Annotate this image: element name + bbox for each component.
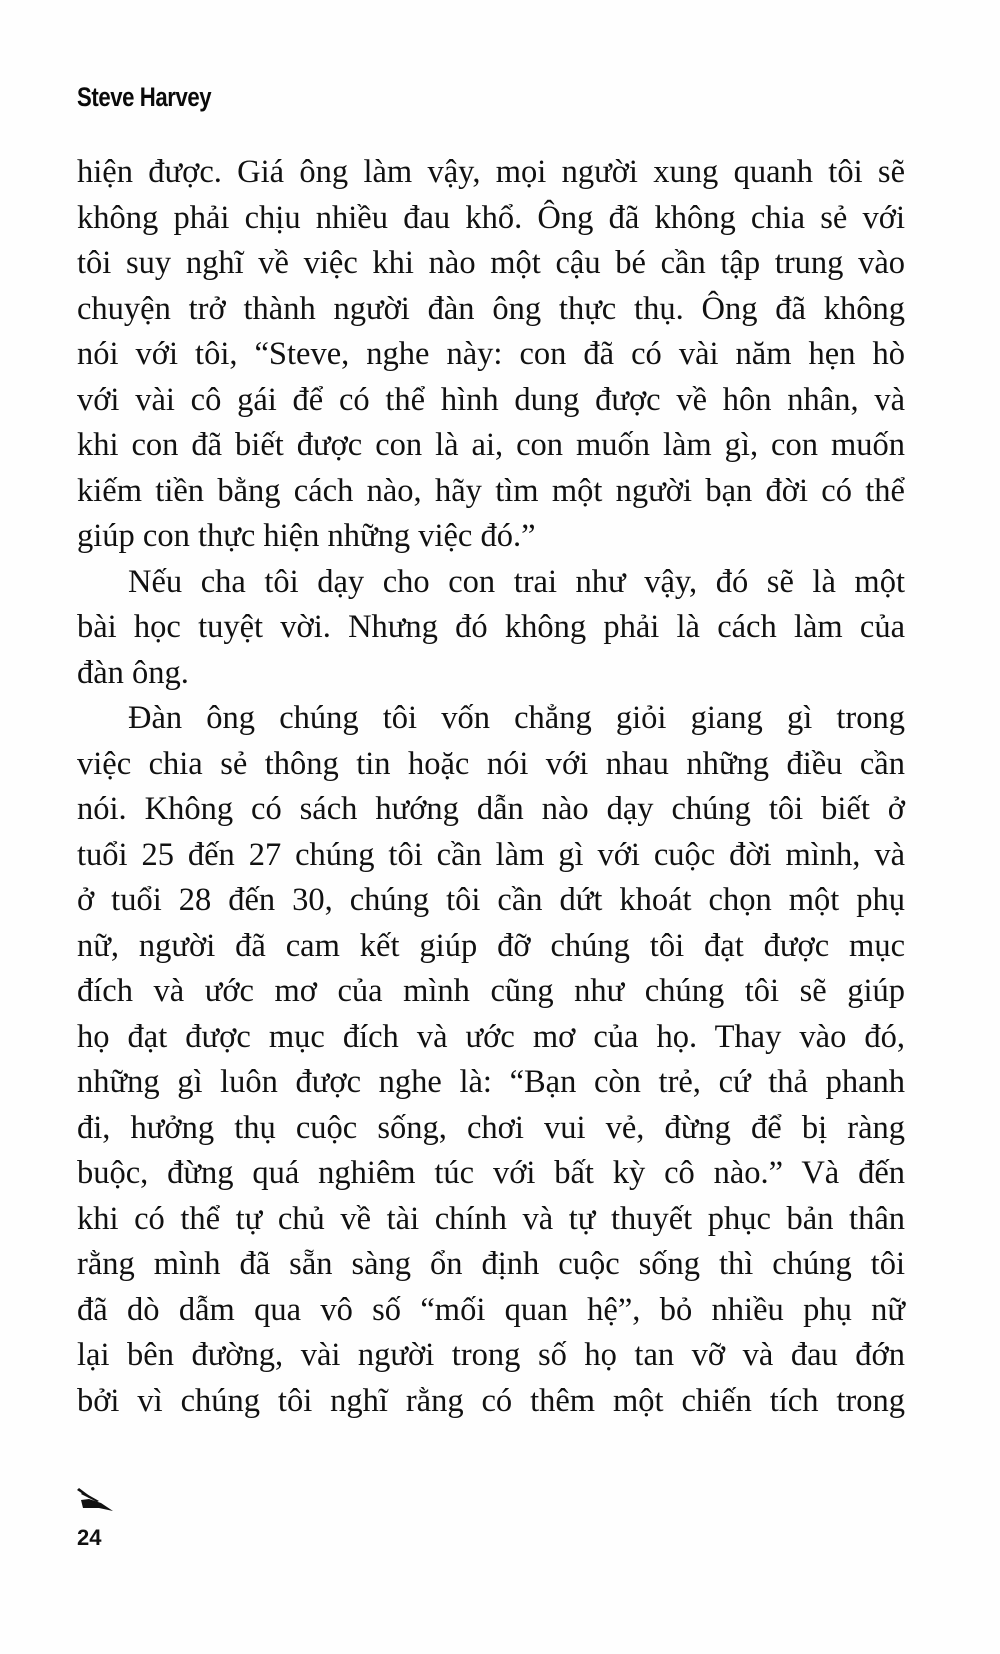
running-head: Steve Harvey — [77, 82, 212, 112]
text-line: giúp con thực hiện những việc đó.” — [77, 518, 536, 554]
text-line: bởi vì chúng tôi nghĩ rằng có thêm một chiến tích trong — [77, 1382, 905, 1419]
text-line: khi có thể tự chủ về tài chính và tự thuyết phục bản thân — [77, 1200, 905, 1237]
text-line: hiện được. Giá ông làm vậy, mọi người xung quanh tôi sẽ — [77, 154, 905, 190]
text-line: đã dò dẫm qua vô số “mối quan hệ”, bỏ nhiều phụ nữ — [77, 1291, 905, 1328]
page-number: 24 — [77, 1525, 102, 1550]
text-line: buộc, đừng quá nghiêm túc với bất kỳ cô nào.” Và đến — [77, 1155, 905, 1191]
text-line: đàn ông. — [77, 654, 189, 691]
text-line: những gì luôn được nghe là: “Bạn còn trẻ, cứ thả phanh — [77, 1064, 905, 1100]
text-line: nữ, người đã cam kết giúp đỡ chúng tôi đạt được mục — [77, 927, 905, 964]
text-line: với vài cô gái để có thể hình dung được về hôn nhân, và — [77, 381, 905, 418]
text-line: kiếm tiền bằng cách nào, hãy tìm một người bạn đời có thể — [77, 472, 905, 509]
text-line: rằng mình đã sẵn sàng ổn định cuộc sống thì chúng tôi — [77, 1246, 905, 1282]
text-line: bài học tuyệt vời. Nhưng đó không phải là cách làm của — [77, 609, 905, 645]
text-line: khi con đã biết được con là ai, con muốn làm gì, con muốn — [77, 427, 905, 463]
text-line: họ đạt được mục đích và ước mơ của họ. Thay vào đó, — [77, 1018, 905, 1055]
feather-swoosh-icon — [75, 1488, 115, 1514]
text-line: nói với tôi, “Steve, nghe này: con đã có vài năm hẹn hò — [77, 336, 905, 372]
text-line: nói. Không có sách hướng dẫn nào dạy chúng tôi biết ở — [77, 791, 905, 827]
text-line: tuổi 25 đến 27 chúng tôi cần làm gì với cuộc đời mình, và — [77, 836, 905, 873]
text-line: đích và ước mơ của mình cũng như chúng tôi sẽ giúp — [77, 973, 905, 1009]
text-line: lại bên đường, vài người trong số họ tan vỡ và đau đớn — [77, 1337, 905, 1373]
body-text — [77, 150, 905, 1424]
text-line: chuyện trở thành người đàn ông thực thụ. Ông đã không — [77, 290, 905, 327]
text-line: không phải chịu nhiều đau khổ. Ông đã không chia sẻ với — [77, 199, 905, 236]
text-line: Đàn ông chúng tôi vốn chẳng giỏi giang gì trong — [128, 700, 905, 736]
text-line: Nếu cha tôi dạy cho con trai như vậy, đó sẽ là một — [128, 563, 905, 600]
text-line: đi, hưởng thụ cuộc sống, chơi vui vẻ, đừng để bị ràng — [77, 1109, 905, 1146]
text-line: việc chia sẻ thông tin hoặc nói với nhau những điều cần — [77, 745, 905, 782]
text-line: tôi suy nghĩ về việc khi nào một cậu bé cần tập trung vào — [77, 245, 905, 281]
folio — [75, 1488, 115, 1514]
text-line: ở tuổi 28 đến 30, chúng tôi cần dứt khoát chọn một phụ — [77, 882, 905, 918]
